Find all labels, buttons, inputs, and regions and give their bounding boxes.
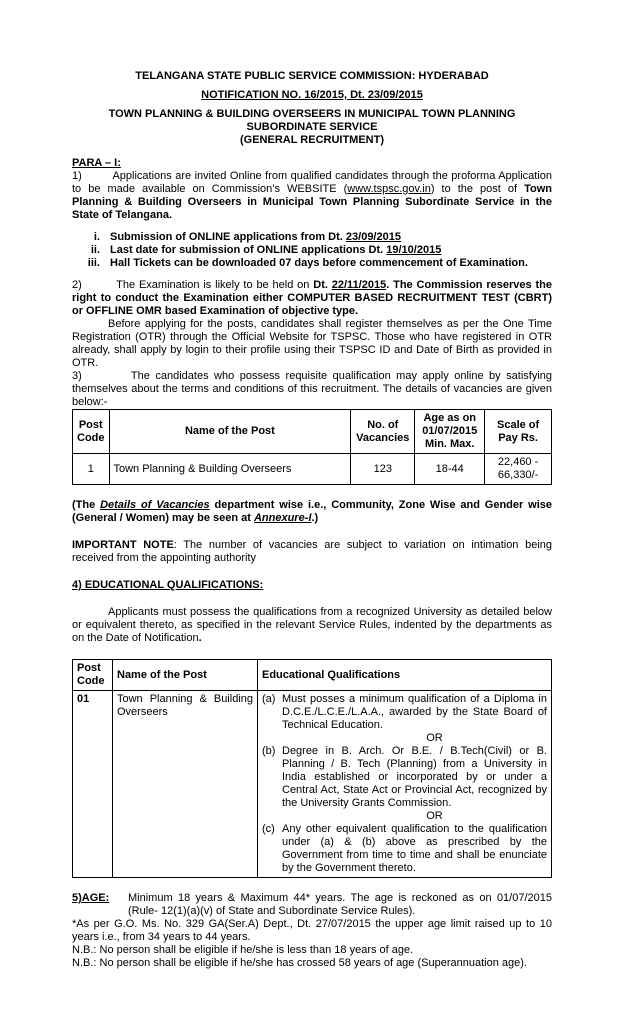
nb-max-age: N.B.: No person shall be eligible if he/she has crossed 58 years of age (Superannuation age). [72,957,527,969]
important-note-text: : The number of vacancies are subject to variation on intimation being received from the appointing authority [72,539,553,564]
para1-text-a: Applications are invited Online from qualified candidates through the proforma Application to be made available on Commission’s WEBSITE ( [72,170,553,195]
details-note-c: .) [311,512,319,524]
date-item-text: Hall Tickets can be downloaded 07 days before commencement of Examination. [110,257,528,269]
qualification-label: (c) [262,823,275,835]
post-title-line1: TOWN PLANNING & BUILDING OVERSEERS IN MUNICIPAL TOWN PLANNING [108,108,516,120]
date-item [72,244,552,257]
qualification-label: (a) [262,693,276,705]
nb-min-age: N.B.: No person shall be eligible if he/she is less than 18 years of age. [72,944,414,956]
column-header: No. of Vacancies [351,410,415,454]
qualification-label: (b) [262,745,276,757]
or-separator: OR [426,732,443,744]
para1-heading: PARA – I: [72,157,121,169]
vacancy-details-note [72,499,552,525]
post-title-line3: (GENERAL RECRUITMENT) [239,134,384,146]
date-item [72,257,552,270]
table-row [73,454,552,485]
details-note-a: (The [72,499,101,511]
post-name-cell: Town Planning & Building Overseers [113,691,258,878]
qualifications-cell [258,691,552,878]
column-header: Educational Qualifications [258,660,552,691]
age-cell: 18-44 [415,454,485,485]
para1-text-bold: Town Planning & Building Overseers in Municipal Town Planning Subordinate Service in the State of Telangana. [72,183,553,221]
vacancies-cell: 123 [351,454,415,485]
qualification-b [262,745,547,810]
details-of-vacancies-link[interactable]: Details of Vacancies [100,499,210,511]
annexure-link[interactable]: Annexure-I [253,512,312,524]
date-item-date: 23/09/2015 [345,231,401,243]
edu-heading: 4) EDUCATIONAL QUALIFICATIONS: [72,579,264,591]
pay-scale-cell: 22,460 - 66,330/- [485,454,552,485]
post-code-cell: 1 [73,454,110,485]
edu-intro-text: Applicants must possess the qualifications from a recognized University as detailed below or equivalent thereto, as specified in the relevant Service Rules, indented by the departments as on the Date of Notification [72,606,552,644]
qualification-text: Any other equivalent qualification to the qualification under (a) & (b) above as prescribed by the Government from time to time and shall be enunciate by the Government thereto. [282,823,547,874]
qualification-c [262,823,547,875]
age-section [72,892,552,918]
important-note-label: IMPORTANT NOTE [72,539,174,551]
para2-dt-label: Dt. [313,279,332,291]
age-label: 5)AGE: [72,892,110,904]
para2-text [72,279,552,318]
date-item [72,231,552,244]
para3-num: 3) [72,370,82,382]
age-text: Minimum 18 years & Maximum 44* years. The age is reckoned as on 01/07/2015 (Rule- 12(1)(a)(v) of State and Subordinate Service Rules). [128,892,552,917]
qualification-text: Must posses a minimum qualification of a Diploma in D.C.E./L.C.E./L.A.A., awarded by the State Board of Technical Education. [282,693,547,731]
column-header: Name of the Post [113,660,258,691]
para3-body: The candidates who possess requisite qualification may apply online by satisfying themselves about the terms and conditions of this recruitment. The details of vacancies are given below:- [72,370,552,408]
para2-text-bold: . The Commission reserves the right to conduct the Examination either COMPUTER BASED RECRUITMENT TEST (CBRT) or OFFLINE OMR based Examination of objective type. [72,279,552,317]
vacancy-table-header [73,410,552,454]
vacancy-table [72,409,552,485]
date-item-num: iii. [87,257,100,269]
para2-text-a: The Examination is likely to be held on [116,279,314,291]
para2-num: 2) [72,279,82,291]
post-code-cell: 01 [73,691,113,878]
date-item-text: Last date for submission of ONLINE applications Dt. [110,244,387,256]
website-link[interactable]: www.tspsc.gov.in [347,183,431,195]
details-note-b: department wise i.e., Community, Zone Wise and Gender wise (General / Women) may be seen at [72,499,552,524]
go-note: *As per G.O. Ms. No. 329 GA(Ser.A) Dept., Dt. 27/07/2015 the upper age limit raised up to 10 years i.e., from 34 years to 44 years. [72,918,552,943]
qualification-a [262,693,547,732]
column-header: Post Code [73,410,110,454]
qualification-table [72,659,552,878]
important-dates [72,231,552,270]
qualification-text: Degree in B. Arch. Or B.E. / B.Tech(Civil) or B. Planning / B. Tech (Planning) from a University in India established or incorporated by or under a Central Act, State Act or Provincial Act, recognized by the University Grants Commission. [282,745,547,809]
date-item-date: 19/10/2015 [386,244,442,256]
notification-number: NOTIFICATION NO. 16/2015, Dt. 23/09/2015 [201,89,423,101]
post-name-cell: Town Planning & Building Overseers [109,454,351,485]
exam-date: 22/11/2015 [331,279,387,291]
para3-text [72,370,552,409]
column-header: Post Code [73,660,113,691]
table-row [73,691,552,878]
important-note [72,539,552,565]
otr-text: Before applying for the posts, candidates shall register themselves as per the One Time Registration (OTR) through the Official Website for TSPSC. Those who have registered in OTR already, shall apply by login to their profile using their TSPSC ID and Date of Birth as provided in OTR. [72,318,552,369]
edu-intro [72,606,552,645]
post-title-line2: SUBORDINATE SERVICE [246,121,378,133]
org-heading: TELANGANA STATE PUBLIC SERVICE COMMISSION: HYDERABAD [135,70,489,82]
date-item-num: ii. [90,244,100,256]
para1-text-b: ) to the post of [430,183,525,195]
column-header: Name of the Post [109,410,351,454]
para1-num: 1) [72,170,82,182]
column-header: Age as on 01/07/2015 Min. Max. [415,410,485,454]
or-separator: OR [426,810,443,822]
para1-text [72,170,552,222]
date-item-text: Submission of ONLINE applications from Dt. [110,231,346,243]
column-header: Scale of Pay Rs. [485,410,552,454]
qualification-table-header [73,660,552,691]
date-item-num: i. [93,231,100,243]
edu-intro-end: . [198,632,202,644]
